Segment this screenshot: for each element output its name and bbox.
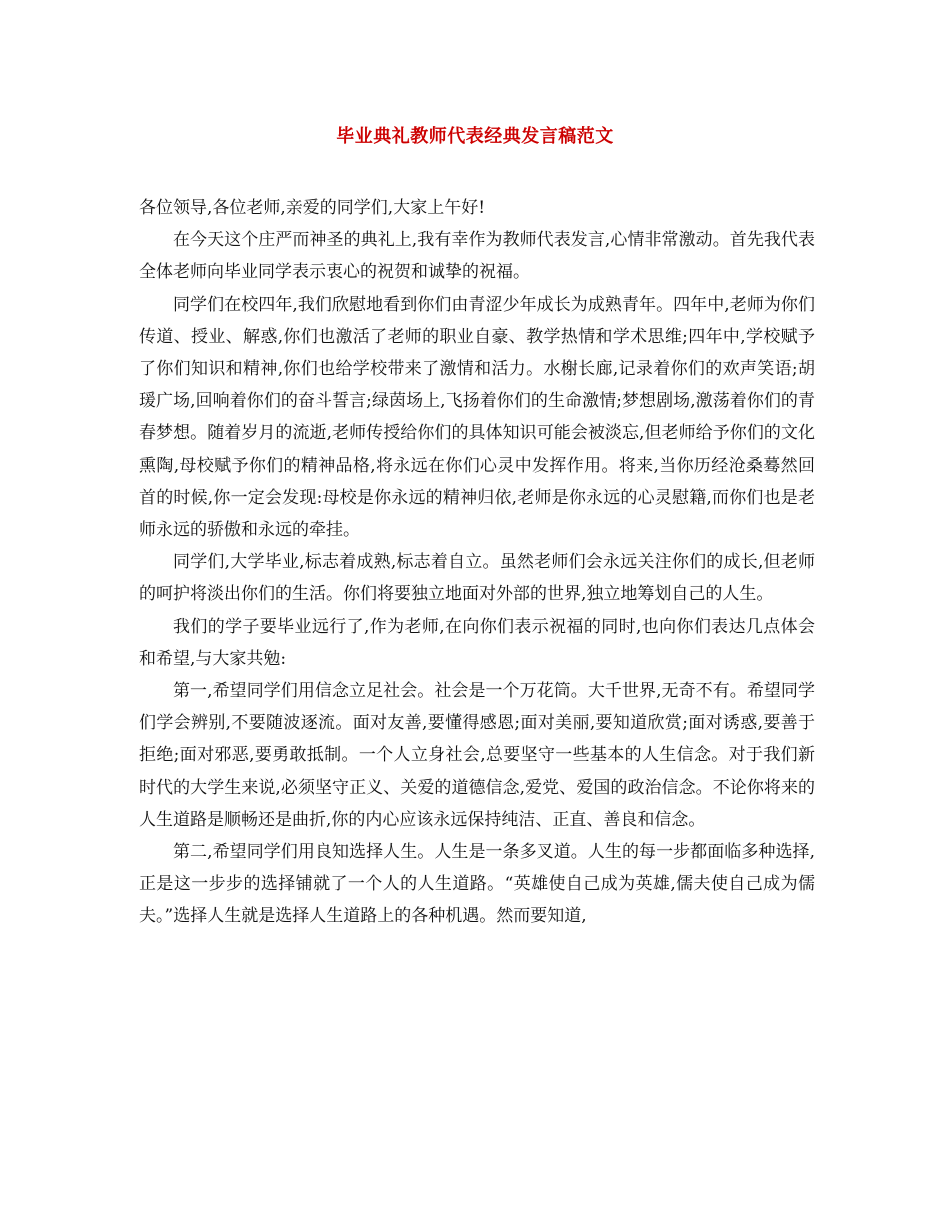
body-paragraph: 同学们在校四年,我们欣慰地看到你们由青涩少年成长为成熟青年。四年中,老师为你们传道、授业、解惑,你们也激活了老师的职业自豪、教学热情和学术思维;四年中,学校赋予了你们知识和精神,你们也给学校带来了激情和活力。水榭长廊,记录着你们的欢声笑语;胡瑗广场,回响着你们的奋斗誓言;绿茵场上,飞扬着你们的生命激情;梦想剧场,激荡着你们的青春梦想。随着岁月的流逝,老师传授给你们的具体知识可能会被淡忘,但老师给予你们的文化熏陶,母校赋予你们的精神品格,将永远在你们心灵中发挥作用。将来,当你历经沧桑蓦然回首的时候,你一定会发现:母校是你永远的精神归依,老师是你永远的心灵慰籍,而你们也是老师永远的骄傲和永远的牵挂。 <box>139 294 815 541</box>
salutation-paragraph: 各位领导,各位老师,亲爱的同学们,大家上午好! <box>139 198 486 218</box>
body-paragraph: 第一,希望同学们用信念立足社会。社会是一个万花筒。大千世界,无奇不有。希望同学们学会辨别,不要随波逐流。面对友善,要懂得感恩;面对美丽,要知道欣赏;面对诱惑,要善于拒绝;面对邪恶,要勇敢抵制。一个人立身社会,总要坚守一些基本的人生信念。对于我们新时代的大学生来说,必须坚守正义、关爱的道德信念,爱党、爱国的政治信念。不论你将来的人生道路是顺畅还是曲折,你的内心应该永远保持纯洁、正直、善良和信念。 <box>139 681 815 830</box>
body-paragraph: 我们的学子要毕业远行了,作为老师,在向你们表示祝福的同时,也向你们表达几点体会和希望,与大家共勉: <box>139 616 815 669</box>
body-paragraph: 在今天这个庄严而神圣的典礼上,我有幸作为教师代表发言,心情非常激动。首先我代表全体老师向毕业同学表示衷心的祝贺和诚挚的祝福。 <box>139 230 815 283</box>
document-body <box>139 192 815 933</box>
body-paragraph: 同学们,大学毕业,标志着成熟,标志着自立。虽然老师们会永远关注你们的成长,但老师的呵护将淡出你们的生活。你们将要独立地面对外部的世界,独立地筹划自己的人生。 <box>139 552 815 605</box>
document-title: 毕业典礼教师代表经典发言稿范文 <box>336 126 614 147</box>
body-paragraph: 第二,希望同学们用良知选择人生。人生是一条多叉道。人生的每一步都面临多种选择,正是这一步步的选择铺就了一个人的人生道路。“英雄使自己成为英雄,儒夫使自己成为儒夫。”选择人生就是选择人生道路上的各种机遇。然而要知道, <box>139 842 815 927</box>
